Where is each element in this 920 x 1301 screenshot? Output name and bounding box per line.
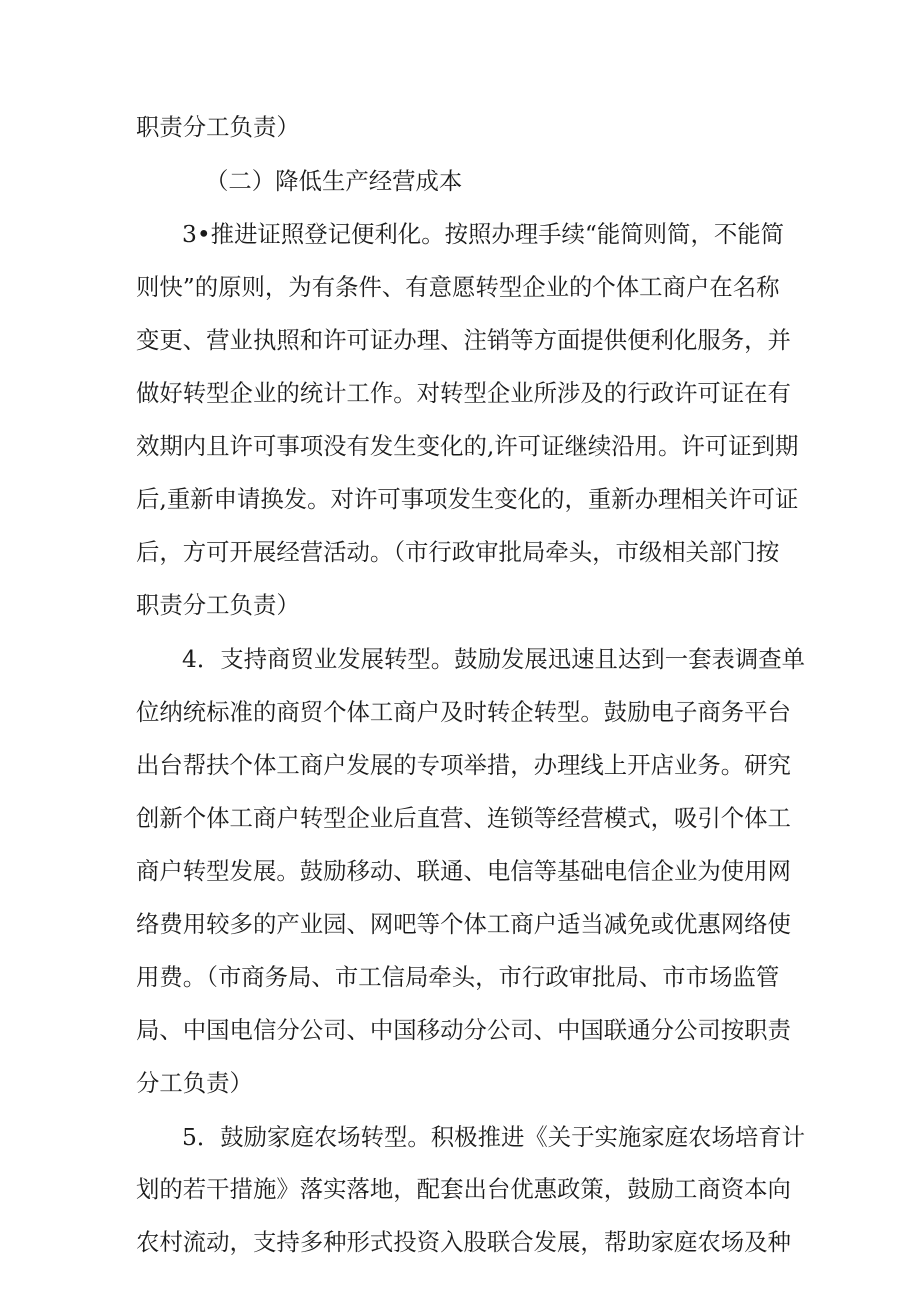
text-line-1: 职责分工负责）	[136, 113, 300, 141]
text-line-6: 做好转型企业的统计工作。对转型企业所涉及的行政许可证在有	[136, 379, 791, 407]
text-line-12: 位纳统标准的商贸个体工商户及时转企转型。鼓励电子商务平台	[136, 698, 791, 726]
text-line-20: 5．鼓励家庭农场转型。积极推进《关于实施家庭农场培育计	[182, 1123, 806, 1151]
text-line-5: 变更、营业执照和许可证办理、注销等方面提供便利化服务，并	[136, 326, 791, 354]
section-heading: （二）降低生产经营成本	[205, 167, 463, 195]
text-line-13: 出台帮扶个体工商户发展的专项举措，办理线上开店业务。研究	[136, 751, 791, 779]
text-line-22: 农村流动，支持多种形式投资入股联合发展，帮助家庭农场及种	[136, 1228, 791, 1256]
text-line-19: 分工负责）	[136, 1069, 253, 1097]
text-line-16: 络费用较多的产业园、网吧等个体工商户适当减免或优惠网络使	[136, 910, 791, 938]
text-line-18: 局、中国电信分公司、中国移动分公司、中国联通分公司按职责	[136, 1016, 791, 1044]
text-line-14: 创新个体工商户转型企业后直营、连锁等经营模式，吸引个体工	[136, 804, 791, 832]
text-line-10: 职责分工负责）	[136, 591, 300, 619]
text-line-3: 3•推进证照登记便利化。按照办理手续“能简则简，不能简	[182, 220, 785, 248]
text-line-17: 用费。（市商务局、市工信局牵头，市行政审批局、市市场监管	[136, 963, 780, 991]
text-line-21: 划的若干措施》落实落地，配套出台优惠政策，鼓励工商资本向	[136, 1175, 791, 1203]
text-line-11: 4．支持商贸业发展转型。鼓励发展迅速且达到一套表调查单	[182, 645, 806, 673]
text-line-4: 则快”的原则，为有条件、有意愿转型企业的个体工商户在名称	[136, 273, 780, 301]
text-line-8: 后,重新申请换发。对许可事项发生变化的，重新办理相关许可证	[136, 485, 799, 513]
text-line-9: 后，方可开展经营活动。（市行政审批局牵头，市级相关部门按	[136, 538, 780, 566]
text-line-7: 效期内且许可事项没有发生变化的,许可证继续沿用。许可证到期	[136, 432, 799, 460]
text-line-15: 商户转型发展。鼓励移动、联通、电信等基础电信企业为使用网	[136, 857, 791, 885]
